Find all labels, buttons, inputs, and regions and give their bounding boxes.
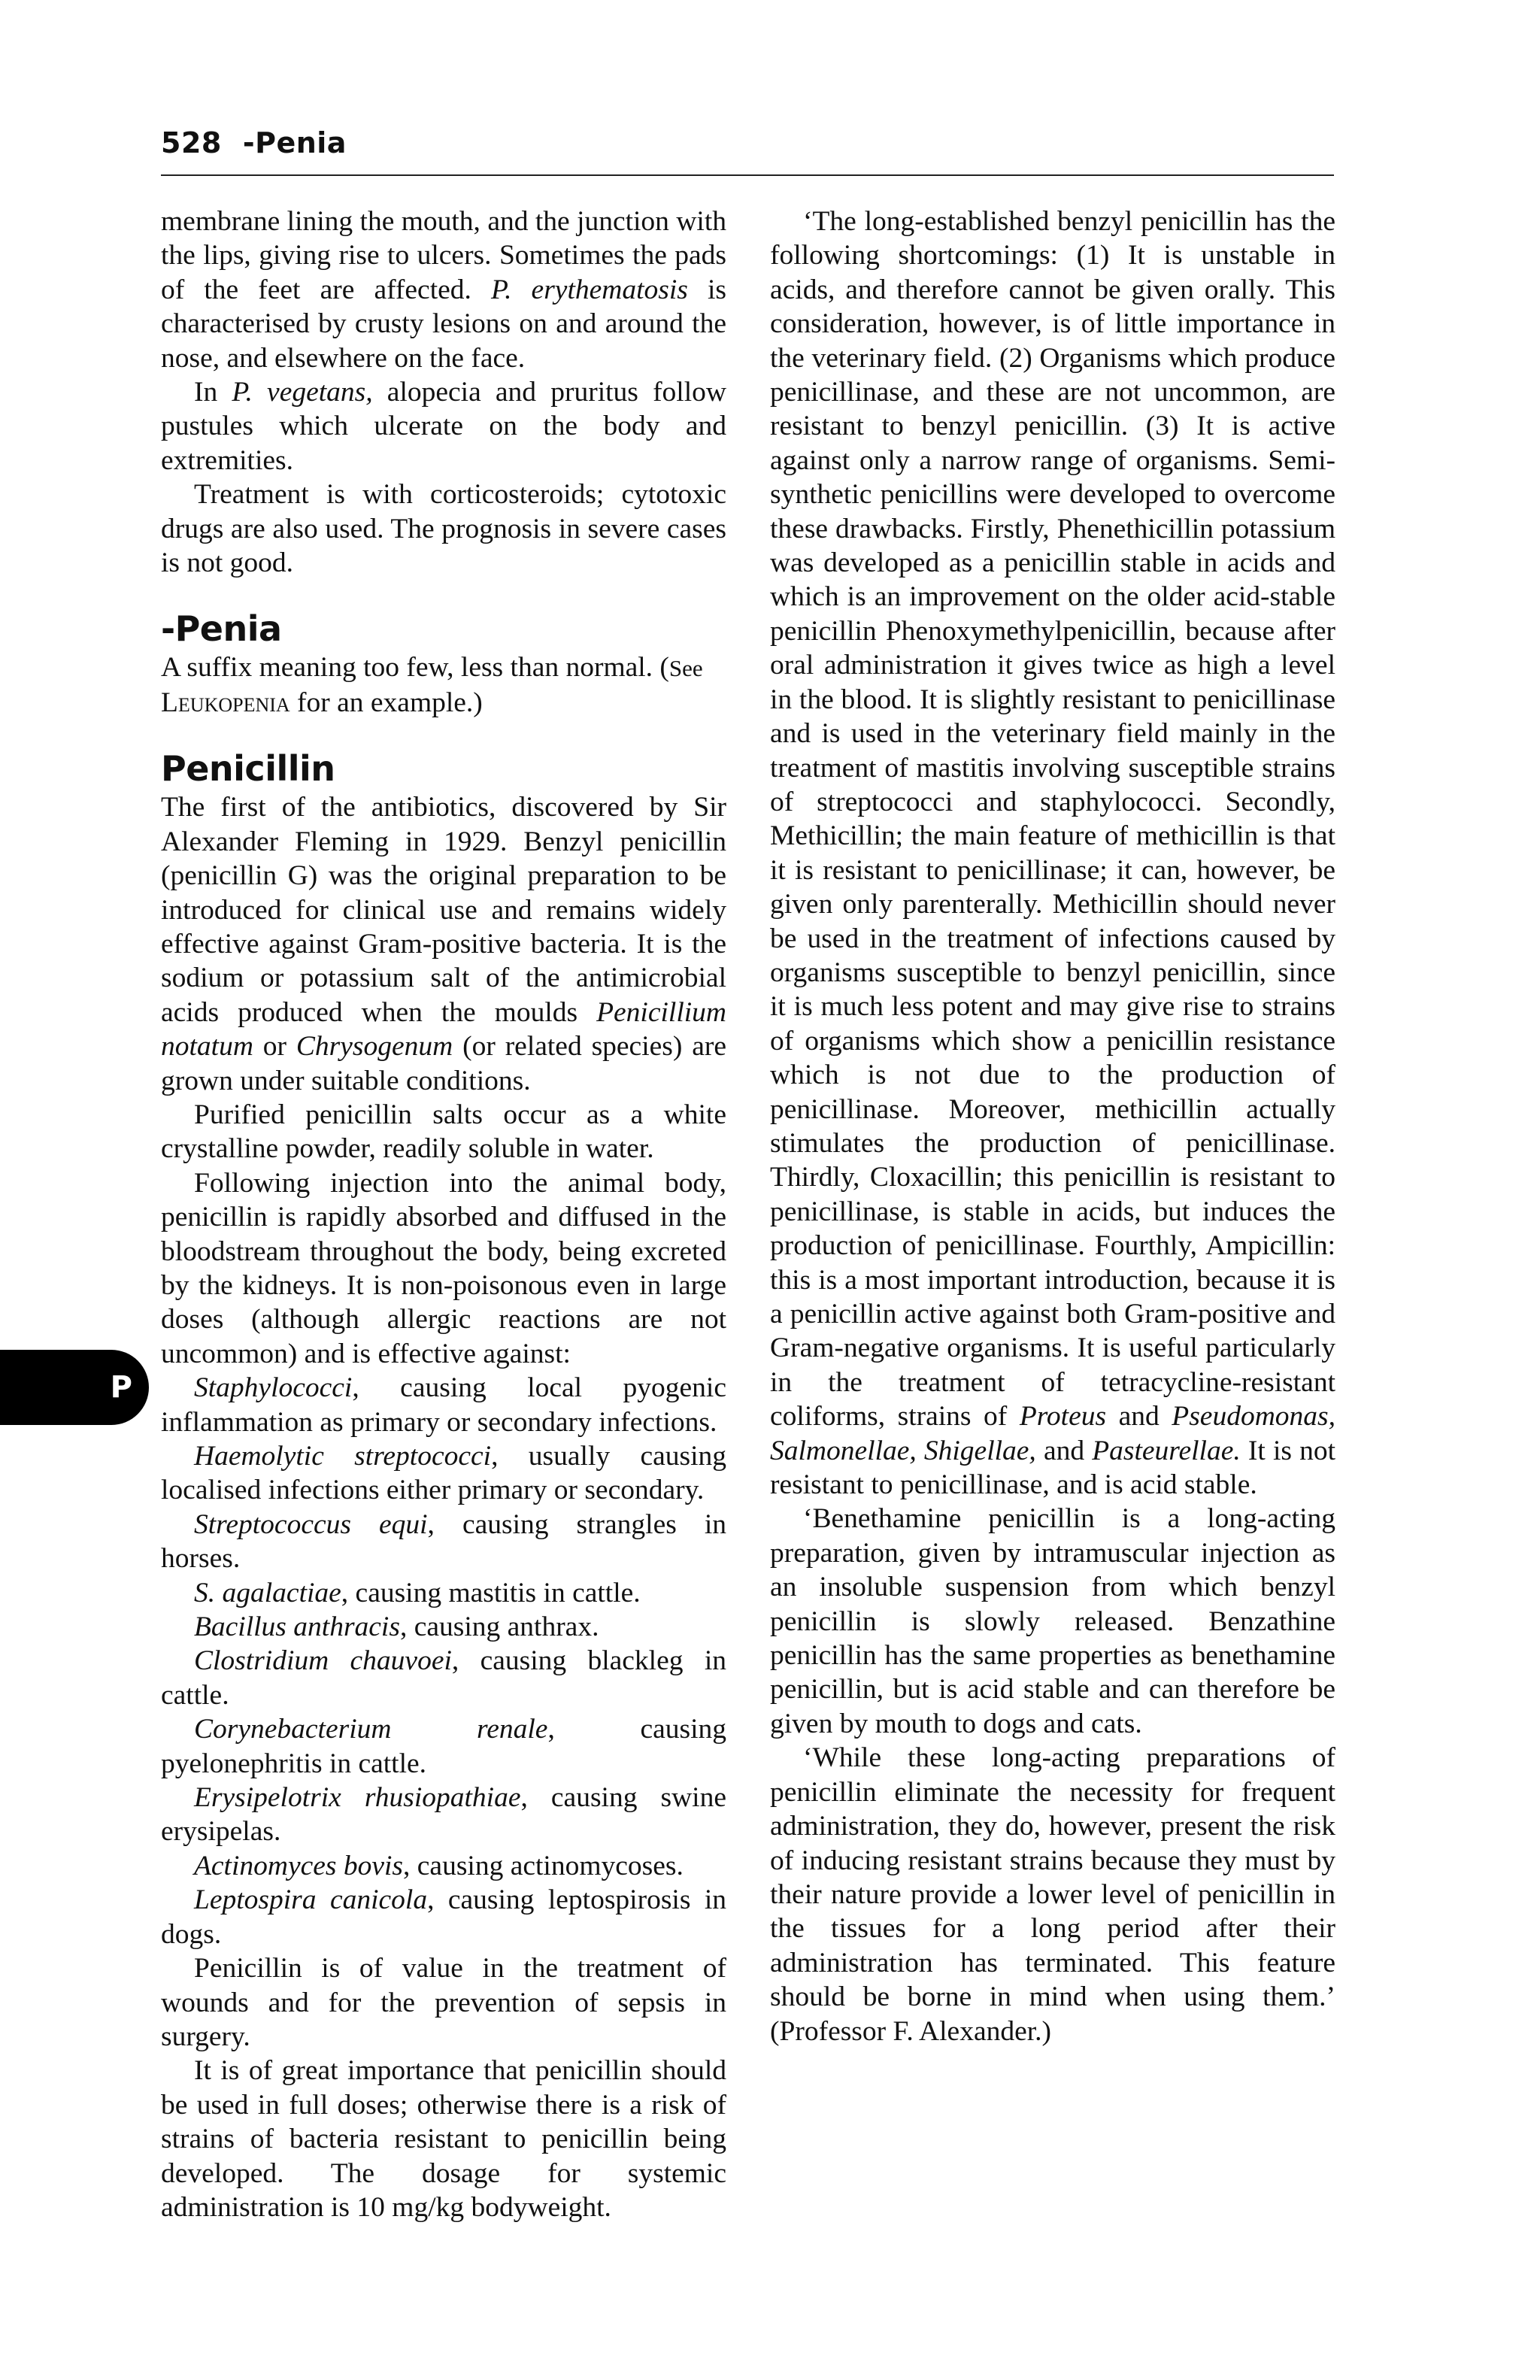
organism-item: Clostridium chauvoei, causing blackleg in cattle. bbox=[161, 1645, 726, 1711]
organism-item: Corynebacterium renale, causing pyelonephritis in cattle. bbox=[161, 1714, 726, 1779]
organism-item: Streptococcus equi, causing strangles in horses. bbox=[161, 1508, 726, 1575]
organism-item: S. agalactiae, causing mastitis in cattle. bbox=[194, 1577, 641, 1608]
thumb-index-tab bbox=[0, 1350, 149, 1425]
paragraph: Treatment is with corticosteroids; cytotoxic drugs are also used. The prognosis in severe cases is not good. bbox=[161, 479, 726, 579]
left-column bbox=[161, 205, 726, 2224]
right-column bbox=[770, 205, 1335, 2048]
paragraph: membrane lining the mouth, and the junction with the lips, giving rise to ulcers. Sometimes the pads of the feet are affected. P. erythematosis is characterised by crusty lesions on and around the nose, and elsewhere on the face. bbox=[161, 206, 726, 374]
quoted-paragraph: ‘While these long-acting preparations of penicillin eliminate the necessity for frequent administration, they do, however, present the risk of inducing resistant strains because they must by their nature provide a lower level of penicillin in the tissues for a long period after their administration has terminated. This feature should be borne in mind when using them.’ (Professor F. Alexander.) bbox=[770, 1742, 1335, 2047]
organism-item: Actinomyces bovis, causing actinomycoses. bbox=[194, 1850, 684, 1881]
paragraph: It is of great importance that penicillin should be used in full doses; otherwise there is a risk of strains of bacteria resistant to penicillin being developed. The dosage for systemic administration is 10 mg/kg bodyweight. bbox=[161, 2055, 726, 2223]
paragraph: Following injection into the animal body, penicillin is rapidly absorbed and diffused in the bloodstream throughout the body, being excreted by the kidneys. It is non-poisonous even in large doses (although allergic reactions are not uncommon) and is effective against: bbox=[161, 1167, 726, 1369]
header-rule bbox=[161, 174, 1334, 176]
entry-definition: A suffix meaning too few, less than normal. (See Leukopenia for an example.) bbox=[161, 652, 703, 718]
entry-heading-penia: -Penia bbox=[161, 608, 282, 650]
paragraph: The first of the antibiotics, discovered by Sir Alexander Fleming in 1929. Benzyl penicillin (penicillin G) was the original preparation to be introduced for clinical use and remains widely effective against Gram-positive bacteria. It is the sodium or potassium salt of the antimicrobial acids produced when the moulds Penicillium notatum or Chrysogenum (or related species) are grown under suitable conditions. bbox=[161, 792, 726, 1096]
organism-item: Leptospira canicola, causing leptospirosis in dogs. bbox=[161, 1884, 727, 1950]
running-head bbox=[161, 126, 1334, 159]
paragraph: In P. vegetans, alopecia and pruritus follow pustules which ulcerate on the body and extremities. bbox=[161, 377, 726, 476]
thumb-tab-letter: P bbox=[110, 1370, 132, 1405]
cross-reference: Leukopenia bbox=[161, 687, 290, 718]
organism-item: Bacillus anthracis, causing anthrax. bbox=[194, 1611, 599, 1643]
organism-item: Staphylococci, causing local pyogenic inflammation as primary or secondary infections. bbox=[161, 1372, 726, 1438]
quoted-paragraph: ‘The long-established benzyl penicillin has the following shortcomings: (1) It is unstable in acids, and therefore cannot be given orally. This consideration, however, is of little importance in the veterinary field. (2) Organisms which produce penicillinase, and these are not uncommon, are resistant to benzyl penicillin. (3) It is active against only a narrow range of organisms. Semi-synthetic penicillins were developed to overcome these drawbacks. Firstly, Phenethicillin potassium was developed as a penicillin stable in acids and which is an improvement on the older acid-stable penicillin Phenoxymethylpenicillin, because after oral administration it gives twice as high a level in the blood. It is slightly resistant to penicillinase and is used in the veterinary field mainly in the treatment of mastitis involving susceptible strains of streptococci and staphylococci. Secondly, Methicillin; the main feature of methicillin is that it is resistant to penicillinase; it can, however, be given only parenterally. Methicillin should never be used in the treatment of infections caused by organisms susceptible to benzyl penicillin, since it is much less potent and may give rise to strains of organisms which show a penicillin resistance which is not due to the production of penicillinase. Moreover, methicillin actually stimulates the production of penicillinase. Thirdly, Cloxacillin; this penicillin is resistant to penicillinase, is stable in acids, but induces the production of penicillinase. Fourthly, Ampicillin: this is a most important introduction, because it is a penicillin active against both Gram-positive and Gram-negative organisms. It is useful particularly in the treatment of tetracycline-resistant coliforms, strains of Proteus and Pseudomonas, Salmonellae, Shigellae, and Pasteurellae. It is not resistant to penicillinase, and is acid stable. bbox=[770, 206, 1336, 1501]
paragraph: Penicillin is of value in the treatment of wounds and for the prevention of sepsis in surgery. bbox=[161, 1953, 726, 2052]
organism-item: Haemolytic streptococci, usually causing localised infections either primary or secondary. bbox=[161, 1441, 726, 1506]
organism-item: Erysipelotrix rhusiopathiae, causing swine erysipelas. bbox=[161, 1782, 726, 1848]
quoted-paragraph: ‘Benethamine penicillin is a long-acting preparation, given by intramuscular injection as an insoluble suspension from which benzyl penicillin is slowly released. Benzathine penicillin has the same properties as benethamine penicillin, but is acid stable and can therefore be given by mouth to dogs and cats. bbox=[770, 1503, 1335, 1739]
paragraph: Purified penicillin salts occur as a white crystalline powder, readily soluble in water. bbox=[161, 1099, 726, 1165]
entry-heading-penicillin: Penicillin bbox=[161, 748, 335, 790]
running-head-section: -Penia bbox=[242, 126, 347, 159]
page-number: 528 bbox=[161, 126, 222, 159]
